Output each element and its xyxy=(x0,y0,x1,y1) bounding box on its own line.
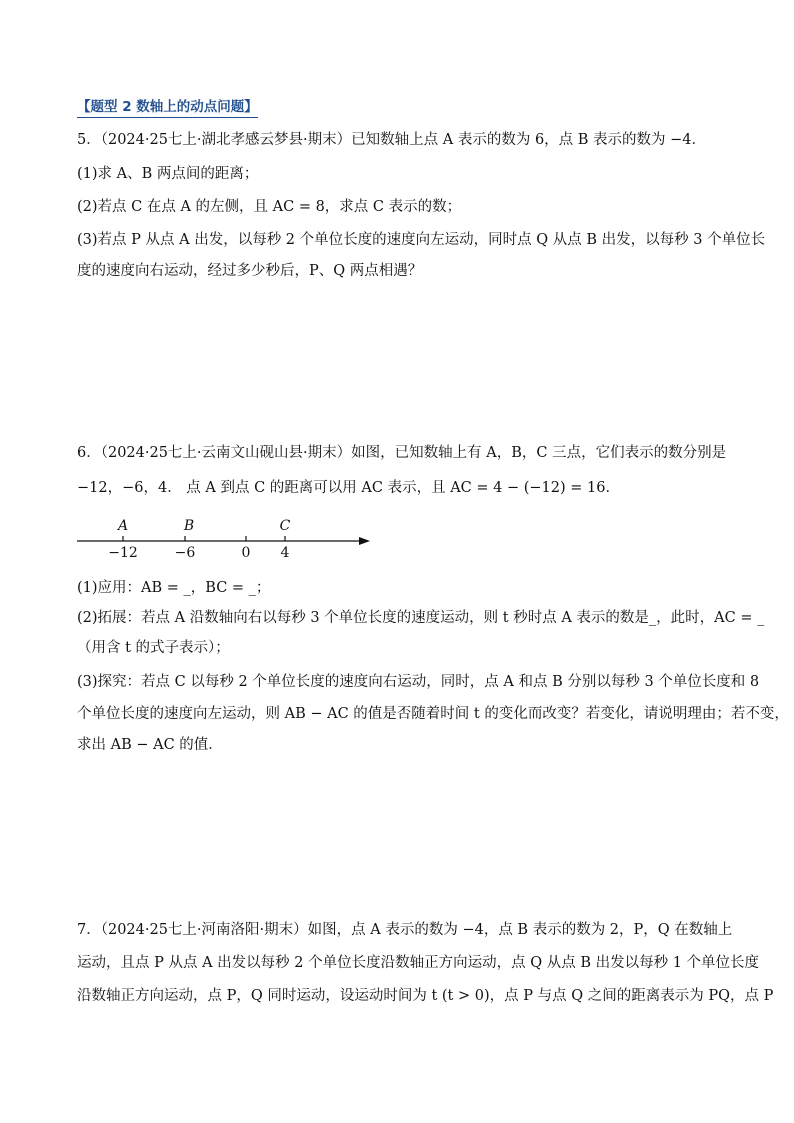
point-a-value: −12 xyxy=(108,545,138,561)
q6-intro-line1: 6．（2024·25七上·云南文山砚山县·期末）如图，已知数轴上有 A，B，C 三点，它们表示的数分别是 xyxy=(77,445,727,461)
point-c-value: 4 xyxy=(280,545,290,561)
q7-line2: 运动，且点 P 从点 A 出发以每秒 2 个单位长度沿数轴正方向运动，点 Q 从点 B 出发以每秒 1 个单位长度 xyxy=(77,955,760,971)
section-title: 【题型 2 数轴上的动点问题】 xyxy=(77,95,258,118)
number-line-arrow-icon xyxy=(359,537,370,545)
point-b-label: B xyxy=(183,518,195,534)
q5-part2: (2)若点 C 在点 A 的左侧，且 AC = 8，求点 C 表示的数； xyxy=(77,199,462,215)
q7-line1: 7．（2024·25七上·河南洛阳·期末）如图，点 A 表示的数为 −4，点 B 表示的数为 2，P，Q 在数轴上 xyxy=(77,922,733,938)
point-b-value: −6 xyxy=(174,545,196,561)
number-line-figure xyxy=(72,512,382,564)
q6-part2-line1: (2)拓展：若点 A 沿数轴向右以每秒 3 个单位长度的速度运动，则 t 秒时点 A 表示的数是_，此时，AC = _ xyxy=(77,610,765,626)
point-c-label: C xyxy=(279,518,291,534)
point-a-label: A xyxy=(117,518,129,534)
q6-part2-line2: （用含 t 的式子表示）； xyxy=(77,640,230,656)
q6-intro-line2: −12，−6，4． 点 A 到点 C 的距离可以用 AC 表示，且 AC = 4 − (−12) = 16． xyxy=(77,480,620,496)
q6-part3-line2: 个单位长度的速度向左运动，则 AB − AC 的值是否随着时间 t 的变化而改变？若变化，请说明理由；若不变， xyxy=(77,706,789,722)
q5-intro: 5．（2024·25七上·湖北孝感云梦县·期末）已知数轴上点 A 表示的数为 6，点 B 表示的数为 −4． xyxy=(77,132,707,148)
q5-part3-line1: (3)若点 P 从点 A 出发，以每秒 2 个单位长度的速度向左运动，同时点 Q 从点 B 出发，以每秒 3 个单位长 xyxy=(77,232,766,248)
q5-part3-line2: 度的速度向右运动，经过多少秒后，P、Q 两点相遇？ xyxy=(77,263,423,279)
zero-value: 0 xyxy=(241,545,251,561)
q6-part1: (1)应用：AB = _，BC = _； xyxy=(77,580,271,596)
q6-part3-line3: 求出 AB − AC 的值． xyxy=(77,737,223,753)
q7-line3: 沿数轴正方向运动，点 P，Q 同时运动，设运动时间为 t (t > 0)，点 P 与点 Q 之间的距离表示为 PQ，点 P xyxy=(77,988,774,1004)
q6-part3-line1: (3)探究：若点 C 以每秒 2 个单位长度的速度向右运动，同时，点 A 和点 B 分别以每秒 3 个单位长度和 8 xyxy=(77,674,760,690)
q5-part1: (1)求 A、B 两点间的距离； xyxy=(77,166,259,182)
